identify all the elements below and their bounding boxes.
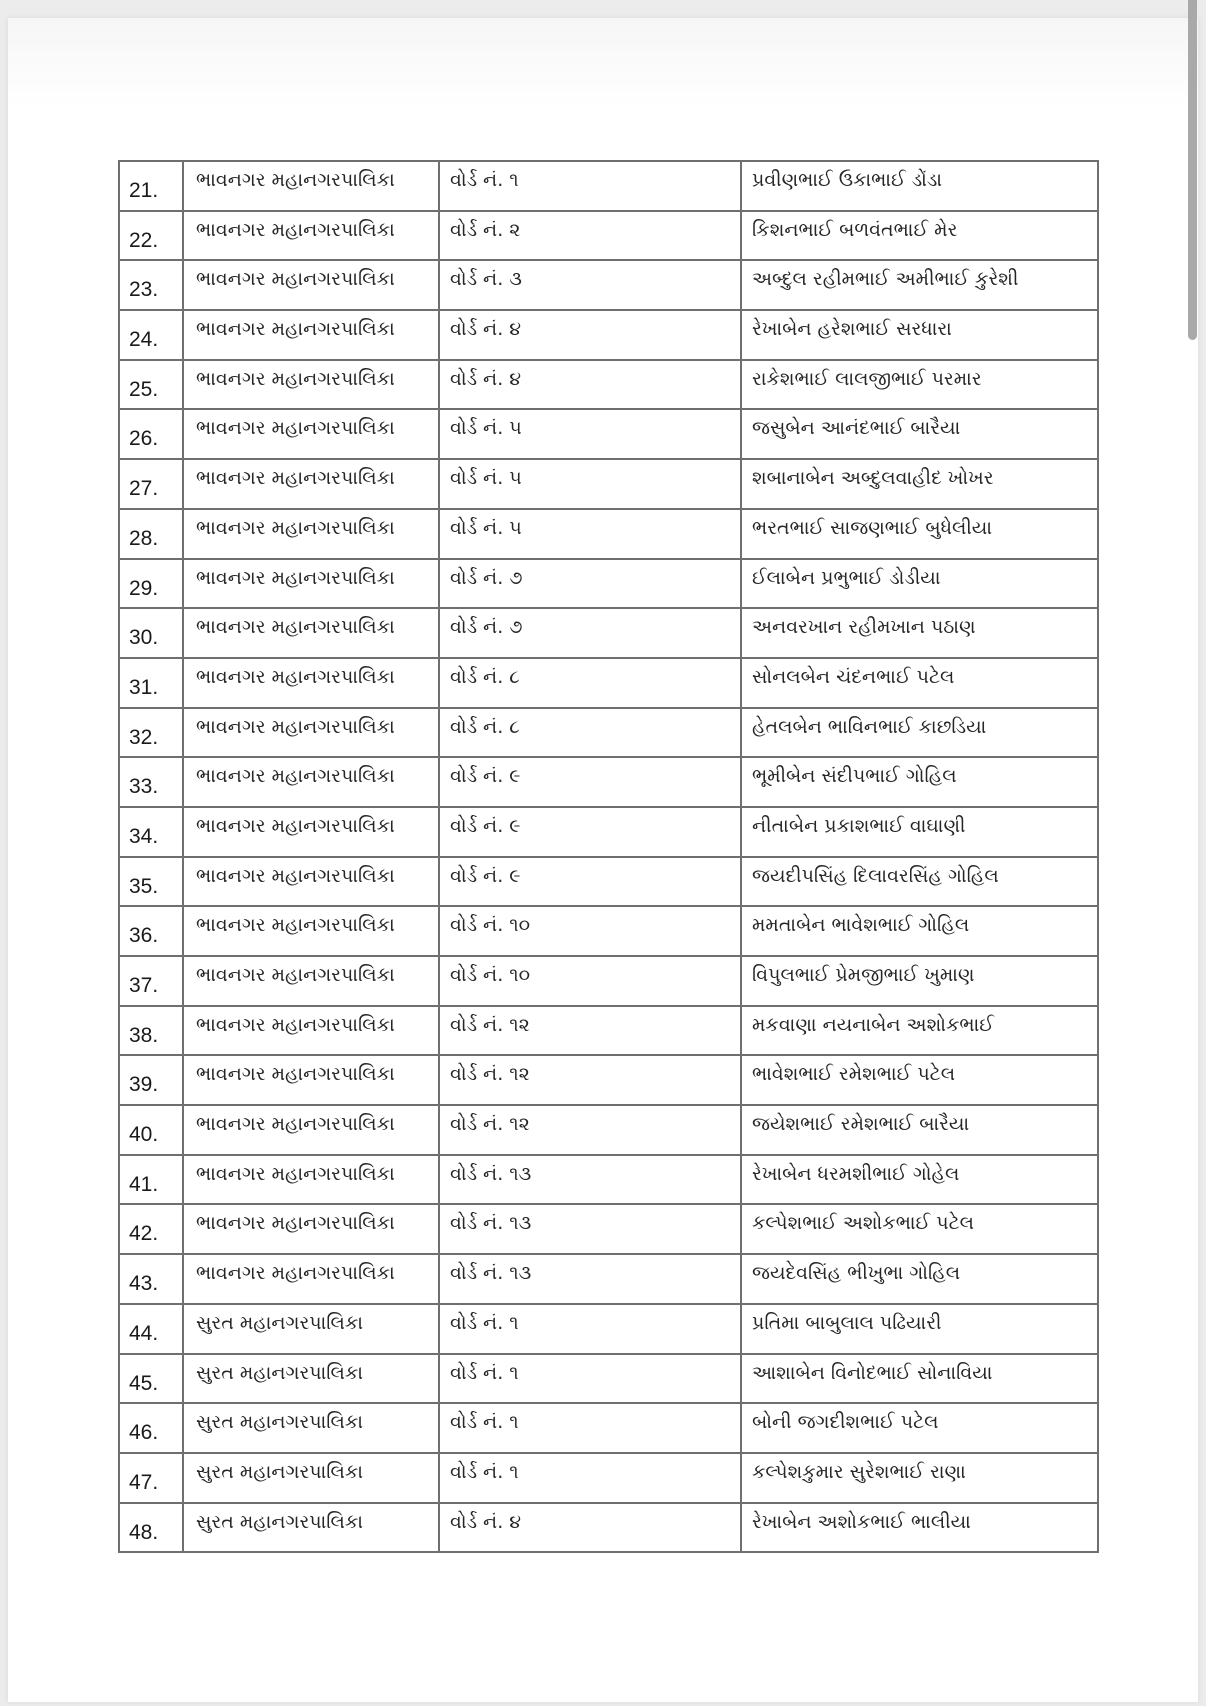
corporation-text: ભાવનગર મહાનગરપાલિકા (196, 318, 395, 341)
ward-text: વોર્ડ નં. ૧ (450, 1311, 519, 1334)
ward-cell (439, 1453, 741, 1503)
corporation-text: ભાવનગર મહાનગરપાલિકા (196, 814, 395, 837)
serial-number-cell (119, 1453, 183, 1503)
candidate-name-text: રેખાબેન ધરમશીભાઈ ગોહેલ (752, 1162, 960, 1185)
ward-cell (439, 658, 741, 708)
corporation-text: ભાવનગર મહાનગરપાલિકા (196, 268, 395, 291)
serial-number-cell (119, 1254, 183, 1304)
serial-number-cell (119, 360, 183, 410)
ward-cell (439, 509, 741, 559)
serial-number-cell (119, 1006, 183, 1056)
corporation-text: ભાવનગર મહાનગરપાલિકા (196, 1113, 395, 1136)
corporation-text: ભાવનગર મહાનગરપાલિકા (196, 1212, 395, 1235)
serial-number-text: 42. (129, 1222, 159, 1246)
table-row (119, 1204, 1098, 1254)
candidate-name-text: પ્રવીણભાઈ ઉકાભાઈ ડોંડા (752, 169, 942, 191)
candidate-name-cell (741, 906, 1098, 956)
serial-number-text: 25. (129, 377, 159, 401)
corporation-cell (183, 360, 439, 410)
serial-number-cell (119, 459, 183, 509)
table-row (119, 807, 1098, 857)
serial-number-text: 26. (129, 427, 159, 451)
candidate-name-text: ભરતભાઈ સાજણભાઈ બુધેલીયા (752, 516, 993, 539)
serial-number-cell (119, 559, 183, 609)
candidate-name-text: હેતલબેન ભાવિનભાઈ કાછડિયા (752, 715, 987, 738)
corporation-cell (183, 956, 439, 1006)
serial-number-text: 23. (129, 278, 159, 302)
table-row (119, 360, 1098, 410)
table-row (119, 1006, 1098, 1056)
table-row (119, 1105, 1098, 1155)
ward-cell (439, 1304, 741, 1354)
serial-number-text: 39. (129, 1073, 159, 1097)
corporation-text: ભાવનગર મહાનગરપાલિકા (196, 516, 395, 539)
table-row (119, 1354, 1098, 1404)
page-top-shade (8, 18, 1198, 108)
corporation-cell (183, 1403, 439, 1453)
candidate-name-cell (741, 1503, 1098, 1553)
serial-number-text: 32. (129, 725, 159, 749)
candidate-name-cell (741, 1204, 1098, 1254)
ward-text: વોર્ડ નં. ૧૨ (450, 1063, 530, 1086)
ward-text: વોર્ડ નં. ૧૩ (450, 1262, 532, 1285)
ward-cell (439, 1055, 741, 1105)
candidate-name-cell (741, 1354, 1098, 1404)
table-row (119, 1304, 1098, 1354)
serial-number-text: 31. (129, 675, 159, 699)
serial-number-text: 37. (129, 974, 159, 997)
candidate-name-cell (741, 409, 1098, 459)
candidate-name-cell (741, 658, 1098, 708)
corporation-cell (183, 1006, 439, 1056)
corporation-cell (183, 161, 439, 211)
ward-cell (439, 1254, 741, 1304)
corporation-text: સુરત મહાનગરપાલિકા (196, 1311, 363, 1334)
table-row (119, 1403, 1098, 1453)
ward-text: વોર્ડ નં. ૯ (450, 765, 521, 788)
corporation-cell (183, 1453, 439, 1503)
table-row (119, 857, 1098, 907)
table-row (119, 1503, 1098, 1553)
table-row (119, 1254, 1098, 1304)
candidate-name-text: સોનલબેન ચંદનભાઈ પટેલ (752, 665, 955, 688)
corporation-cell (183, 708, 439, 758)
table-row (119, 509, 1098, 559)
candidate-name-text: મમતાબેન ભાવેશભાઈ ગોહિલ (752, 914, 970, 937)
corporation-cell (183, 260, 439, 310)
table-row (119, 409, 1098, 459)
serial-number-text: 27. (129, 477, 159, 501)
serial-number-text: 40. (129, 1123, 159, 1147)
corporation-text: ભાવનગર મહાનગરપાલિકા (196, 616, 395, 639)
serial-number-text: 28. (129, 526, 159, 550)
ward-cell (439, 857, 741, 907)
candidate-name-cell (741, 1105, 1098, 1155)
ward-text: વોર્ડ નં. ૭ (450, 616, 523, 639)
serial-number-text: 35. (129, 874, 159, 898)
corporation-cell (183, 459, 439, 509)
corporation-cell (183, 1155, 439, 1205)
table-row (119, 608, 1098, 658)
serial-number-text: 29. (129, 576, 159, 600)
serial-number-text: 47. (129, 1470, 159, 1494)
ward-text: વોર્ડ નં. ૯ (450, 814, 521, 837)
table-row (119, 559, 1098, 609)
corporation-text: ભાવનગર મહાનગરપાલિકા (196, 1262, 395, 1285)
serial-number-cell (119, 956, 183, 1006)
candidate-name-text: વિપુલભાઈ પ્રેમજીભાઈ ખુમાણ (752, 964, 975, 986)
ward-text: વોર્ડ નં. ૭ (450, 566, 523, 589)
table-row (119, 1155, 1098, 1205)
ward-cell (439, 1403, 741, 1453)
candidate-name-text: રેખાબેન હરેશભાઈ સરધારા (752, 318, 952, 341)
serial-number-cell (119, 757, 183, 807)
ward-cell (439, 708, 741, 758)
corporation-cell (183, 1204, 439, 1254)
corporation-cell (183, 1503, 439, 1553)
candidate-name-cell (741, 956, 1098, 1006)
candidate-table (118, 160, 1099, 1553)
candidate-name-cell (741, 1006, 1098, 1056)
corporation-cell (183, 559, 439, 609)
corporation-text: ભાવનગર મહાનગરપાલિકા (196, 914, 395, 937)
candidate-name-text: બોની જગદીશભાઈ પટેલ (752, 1411, 939, 1434)
serial-number-cell (119, 211, 183, 261)
candidate-name-text: અબ્દુલ રહીમભાઈ અમીભાઈ કુરેશી (752, 268, 1019, 291)
ward-text: વોર્ડ નં. ૮ (450, 715, 520, 738)
candidate-name-text: કલ્પેશકુમાર સુરેશભાઈ રાણા (752, 1460, 966, 1483)
candidate-name-text: જયદીપસિંહ દિલાવરસિંહ ગોહિલ (752, 864, 999, 887)
candidate-name-text: અનવરખાન રહીમખાન પઠાણ (752, 616, 976, 639)
ward-text: વોર્ડ નં. ૧૩ (450, 1162, 532, 1185)
ward-cell (439, 310, 741, 360)
ward-cell (439, 161, 741, 211)
candidate-name-cell (741, 1055, 1098, 1105)
candidate-name-text: જસુબેન આનંદભાઈ બારૈયા (752, 417, 961, 440)
scrollbar-thumb[interactable] (1188, 0, 1197, 340)
corporation-cell (183, 409, 439, 459)
candidate-name-text: ભૂમીબેન સંદીપભાઈ ગોહિલ (752, 765, 957, 788)
table-row (119, 1453, 1098, 1503)
serial-number-cell (119, 260, 183, 310)
ward-text: વોર્ડ નં. ૯ (450, 864, 521, 887)
corporation-cell (183, 807, 439, 857)
ward-text: વોર્ડ નં. ૧ (450, 169, 519, 191)
table-row (119, 459, 1098, 509)
candidate-name-text: રેખાબેન અશોકભાઈ ભાલીયા (752, 1510, 971, 1533)
ward-text: વોર્ડ નં. ૫ (450, 516, 522, 539)
corporation-cell (183, 1055, 439, 1105)
serial-number-cell (119, 1304, 183, 1354)
ward-cell (439, 608, 741, 658)
table-row (119, 260, 1098, 310)
candidate-name-cell (741, 757, 1098, 807)
candidate-name-cell (741, 708, 1098, 758)
corporation-text: સુરત મહાનગરપાલિકા (196, 1411, 363, 1434)
serial-number-cell (119, 310, 183, 360)
ward-text: વોર્ડ નં. ૧૩ (450, 1212, 532, 1235)
corporation-text: ભાવનગર મહાનગરપાલિકા (196, 1013, 395, 1036)
corporation-cell (183, 906, 439, 956)
candidate-name-text: ભાવેશભાઈ રમેશભાઈ પટેલ (752, 1063, 956, 1086)
corporation-cell (183, 310, 439, 360)
ward-text: વોર્ડ નં. ૧૨ (450, 1013, 530, 1036)
ward-cell (439, 1006, 741, 1056)
corporation-text: ભાવનગર મહાનગરપાલિકા (196, 665, 395, 688)
candidate-name-cell (741, 1453, 1098, 1503)
serial-number-text: 36. (129, 924, 159, 948)
candidate-name-cell (741, 1403, 1098, 1453)
corporation-cell (183, 211, 439, 261)
ward-cell (439, 211, 741, 261)
candidate-name-text: ઈલાબેન પ્રભુભાઈ ડોડીયા (752, 566, 941, 589)
ward-text: વોર્ડ નં. ૫ (450, 417, 522, 440)
corporation-text: ભાવનગર મહાનગરપાલિકા (196, 964, 395, 986)
ward-text: વોર્ડ નં. ૪ (450, 318, 522, 341)
ward-cell (439, 1155, 741, 1205)
table-row (119, 1055, 1098, 1105)
candidate-name-text: નીતાબેન પ્રકાશભાઈ વાઘાણી (752, 814, 966, 837)
ward-text: વોર્ડ નં. ૮ (450, 665, 520, 688)
ward-text: વોર્ડ નં. ૩ (450, 268, 522, 291)
ward-text: વોર્ડ નં. ૧૦ (450, 964, 531, 986)
candidate-name-cell (741, 360, 1098, 410)
serial-number-text: 46. (129, 1421, 159, 1445)
serial-number-text: 45. (129, 1371, 159, 1395)
ward-text: વોર્ડ નં. ૧૦ (450, 914, 531, 937)
candidate-name-text: કલ્પેશભાઈ અશોકભાઈ પટેલ (752, 1212, 975, 1235)
ward-text: વોર્ડ નં. ૧ (450, 1460, 519, 1483)
ward-text: વોર્ડ નં. ૨ (450, 218, 521, 241)
corporation-text: સુરત મહાનગરપાલિકા (196, 1510, 363, 1533)
corporation-text: ભાવનગર મહાનગરપાલિકા (196, 1162, 395, 1185)
corporation-cell (183, 1304, 439, 1354)
ward-text: વોર્ડ નં. ૪ (450, 367, 522, 390)
serial-number-text: 22. (129, 228, 159, 252)
candidate-name-cell (741, 211, 1098, 261)
corporation-cell (183, 857, 439, 907)
ward-cell (439, 906, 741, 956)
candidate-name-cell (741, 559, 1098, 609)
serial-number-text: 21. (129, 179, 159, 202)
table-row (119, 956, 1098, 1006)
ward-text: વોર્ડ નં. ૧ (450, 1361, 519, 1384)
corporation-text: સુરત મહાનગરપાલિકા (196, 1460, 363, 1483)
candidate-name-cell (741, 310, 1098, 360)
table-row (119, 310, 1098, 360)
corporation-cell (183, 757, 439, 807)
candidate-name-text: રાકેશભાઈ લાલજીભાઈ પરમાર (752, 367, 982, 390)
serial-number-text: 30. (129, 626, 159, 650)
ward-cell (439, 559, 741, 609)
serial-number-cell (119, 857, 183, 907)
table-row (119, 658, 1098, 708)
corporation-text: ભાવનગર મહાનગરપાલિકા (196, 715, 395, 738)
ward-text: વોર્ડ નં. ૪ (450, 1510, 522, 1533)
ward-cell (439, 1503, 741, 1553)
serial-number-text: 38. (129, 1023, 159, 1047)
candidate-name-text: મકવાણા નયનાબેન અશોકભાઈ (752, 1013, 994, 1036)
serial-number-text: 48. (129, 1520, 159, 1544)
corporation-text: ભાવનગર મહાનગરપાલિકા (196, 1063, 395, 1086)
ward-text: વોર્ડ નં. ૧૨ (450, 1113, 530, 1136)
ward-text: વોર્ડ નં. ૫ (450, 467, 522, 490)
serial-number-cell (119, 409, 183, 459)
corporation-cell (183, 1105, 439, 1155)
candidate-name-cell (741, 1155, 1098, 1205)
table-row (119, 161, 1098, 211)
serial-number-text: 33. (129, 775, 159, 799)
table-row (119, 906, 1098, 956)
ward-cell (439, 260, 741, 310)
serial-number-cell (119, 906, 183, 956)
serial-number-text: 34. (129, 824, 159, 848)
candidate-name-text: આશાબેન વિનોદભાઈ સોનાવિયા (752, 1361, 993, 1384)
ward-cell (439, 360, 741, 410)
serial-number-cell (119, 1105, 183, 1155)
candidate-name-cell (741, 260, 1098, 310)
serial-number-text: 44. (129, 1321, 159, 1345)
serial-number-text: 43. (129, 1272, 159, 1296)
table-row (119, 757, 1098, 807)
corporation-cell (183, 658, 439, 708)
serial-number-cell (119, 1403, 183, 1453)
corporation-text: ભાવનગર મહાનગરપાલિકા (196, 417, 395, 440)
candidate-name-text: પ્રતિમા બાબુલાલ પઢિયારી (752, 1311, 942, 1334)
candidate-name-cell (741, 1254, 1098, 1304)
corporation-cell (183, 509, 439, 559)
corporation-text: ભાવનગર મહાનગરપાલિકા (196, 765, 395, 788)
ward-cell (439, 757, 741, 807)
serial-number-cell (119, 1354, 183, 1404)
corporation-cell (183, 608, 439, 658)
candidate-name-text: જયેશભાઈ રમેશભાઈ બારૈયા (752, 1113, 970, 1136)
candidate-name-cell (741, 608, 1098, 658)
candidate-name-cell (741, 161, 1098, 211)
document-page (8, 18, 1198, 1702)
serial-number-cell (119, 1055, 183, 1105)
serial-number-cell (119, 807, 183, 857)
corporation-text: ભાવનગર મહાનગરપાલિકા (196, 566, 395, 589)
serial-number-text: 24. (129, 328, 159, 352)
candidate-name-cell (741, 459, 1098, 509)
table-row (119, 211, 1098, 261)
candidate-name-cell (741, 857, 1098, 907)
serial-number-cell (119, 608, 183, 658)
corporation-text: ભાવનગર મહાનગરપાલિકા (196, 218, 395, 241)
corporation-text: સુરત મહાનગરપાલિકા (196, 1361, 363, 1384)
candidate-name-cell (741, 807, 1098, 857)
serial-number-cell (119, 658, 183, 708)
ward-cell (439, 1204, 741, 1254)
serial-number-cell (119, 1155, 183, 1205)
ward-cell (439, 459, 741, 509)
corporation-cell (183, 1354, 439, 1404)
candidate-name-text: કિશનભાઈ બળવંતભાઈ મેર (752, 218, 958, 241)
ward-cell (439, 807, 741, 857)
ward-cell (439, 1354, 741, 1404)
serial-number-cell (119, 509, 183, 559)
ward-text: વોર્ડ નં. ૧ (450, 1411, 519, 1434)
corporation-text: ભાવનગર મહાનગરપાલિકા (196, 467, 395, 490)
corporation-text: ભાવનગર મહાનગરપાલિકા (196, 367, 395, 390)
serial-number-cell (119, 1503, 183, 1553)
candidate-name-cell (741, 1304, 1098, 1354)
candidate-name-text: શબાનાબેન અબ્દુલવાહીદ ખોખર (752, 467, 994, 490)
corporation-text: ભાવનગર મહાનગરપાલિકા (196, 864, 395, 887)
candidate-name-cell (741, 509, 1098, 559)
ward-cell (439, 1105, 741, 1155)
ward-cell (439, 956, 741, 1006)
serial-number-cell (119, 1204, 183, 1254)
candidate-table-body (119, 161, 1098, 1552)
ward-cell (439, 409, 741, 459)
corporation-cell (183, 1254, 439, 1304)
serial-number-text: 41. (129, 1172, 159, 1196)
serial-number-cell (119, 161, 183, 211)
serial-number-cell (119, 708, 183, 758)
corporation-text: ભાવનગર મહાનગરપાલિકા (196, 169, 395, 191)
table-row (119, 708, 1098, 758)
candidate-name-text: જયદેવસિંહ ભીખુભા ગોહિલ (752, 1262, 961, 1285)
